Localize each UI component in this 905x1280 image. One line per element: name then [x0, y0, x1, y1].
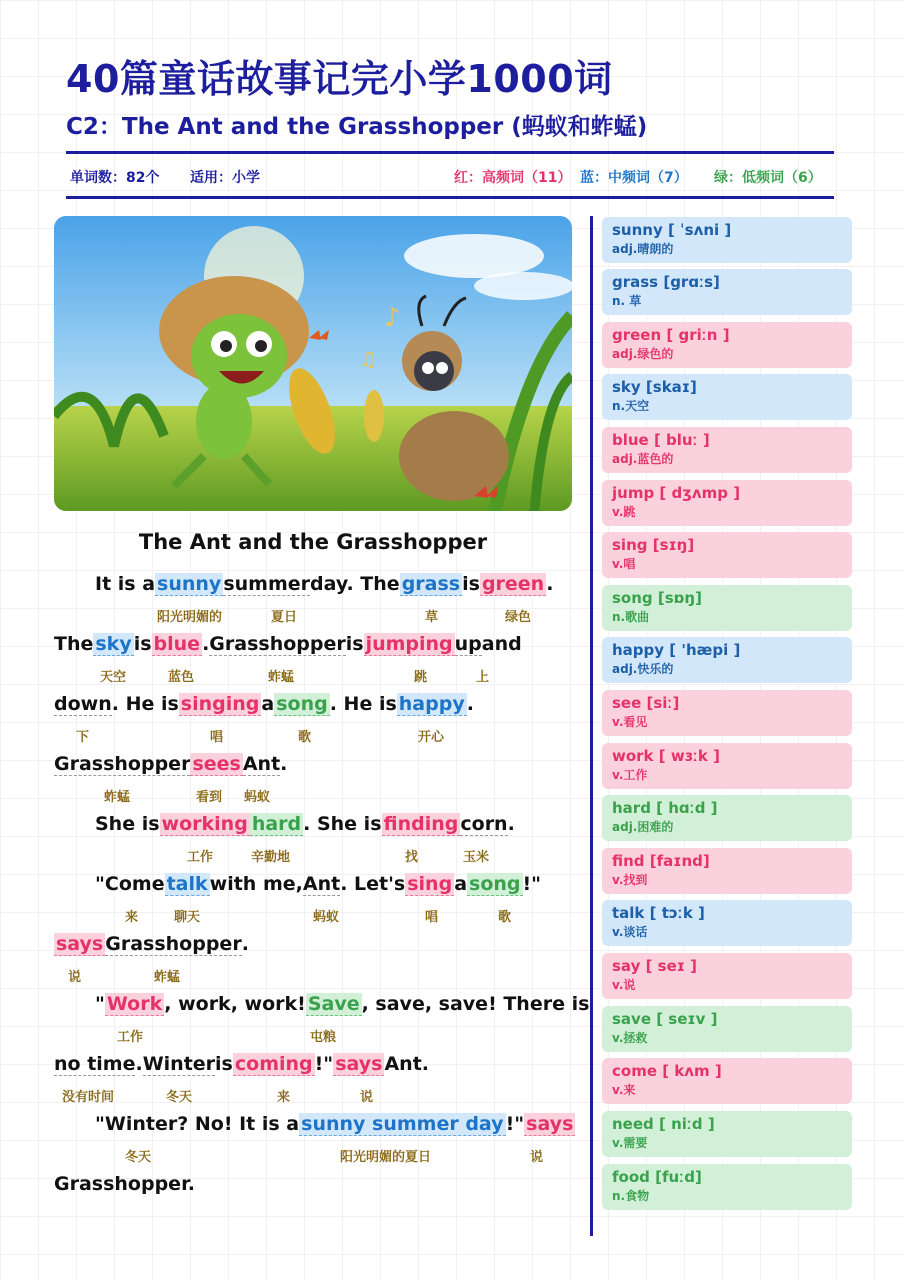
word-sees: sees — [192, 753, 241, 775]
vocab-meaning: v.唱 — [612, 557, 636, 571]
vocab-meaning: n. 草 — [612, 294, 642, 308]
vocab-card-grass — [602, 269, 852, 315]
text: . He is — [329, 693, 397, 715]
gloss: 聊天 — [174, 910, 201, 925]
gloss: 跳 — [414, 670, 428, 685]
gloss: 蚂蚁 — [313, 910, 340, 925]
text: "Winter? No! It is a — [95, 1113, 300, 1135]
text: and — [481, 633, 522, 655]
vocab-meaning: v.需要 — [612, 1136, 648, 1150]
vocab-meaning: v.拯救 — [612, 1031, 648, 1045]
text: Grasshopper. — [54, 1173, 195, 1195]
word-says: says — [526, 1113, 574, 1135]
word-work: Work — [106, 993, 163, 1015]
word-sunny: sunny — [157, 573, 222, 595]
word-summer: summer — [223, 573, 310, 595]
text: day. The — [310, 573, 400, 595]
gloss: 歌 — [498, 910, 512, 925]
vocab-card-green — [602, 322, 852, 368]
gloss: 看到 — [196, 790, 223, 805]
text: a — [454, 873, 468, 895]
vocab-card-happy — [602, 637, 852, 683]
word-down: down — [54, 693, 112, 715]
vocab-card-jump — [602, 480, 852, 526]
gloss: 找 — [405, 850, 419, 865]
gloss: 说 — [360, 1090, 374, 1105]
text: !" — [522, 873, 542, 895]
gloss: 唱 — [425, 910, 439, 925]
story-line-2 — [54, 633, 522, 656]
word-finding: finding — [383, 813, 459, 835]
vocab-word: say [ seɪ ] — [612, 957, 698, 975]
vocab-meaning: v.看见 — [612, 715, 648, 729]
text: a — [261, 693, 275, 715]
vocab-meaning: v.谈话 — [612, 925, 648, 939]
word-corn: corn — [460, 813, 508, 835]
word-coming: coming — [234, 1053, 313, 1075]
text: is — [462, 573, 480, 595]
text: . — [280, 753, 288, 775]
word-sing: sing — [407, 873, 453, 895]
word-talk: talk — [166, 873, 208, 895]
text: "Come — [95, 873, 165, 895]
vocab-card-song — [602, 585, 852, 631]
gloss: 工作 — [187, 850, 214, 865]
word-count: 单词数：82个 — [70, 170, 160, 186]
gloss: 夏日 — [271, 610, 298, 625]
gloss: 上 — [476, 670, 490, 685]
word-happy: happy — [398, 693, 465, 715]
word-no-time: no time — [54, 1053, 136, 1075]
gloss: 来 — [277, 1090, 291, 1105]
vocab-card-hard — [602, 795, 852, 841]
text: . Let's — [340, 873, 406, 895]
vocab-card-come — [602, 1058, 852, 1104]
vocab-meaning: n.歌曲 — [612, 610, 650, 624]
story-line-7 — [54, 933, 249, 956]
vocab-meaning: v.说 — [612, 978, 636, 992]
text: It is a — [95, 573, 156, 595]
gloss: 开心 — [418, 730, 445, 745]
gloss: 唱 — [210, 730, 224, 745]
word-hard: hard — [251, 813, 302, 835]
gloss: 蚱蜢 — [154, 970, 181, 985]
vocab-word: blue [ bluː ] — [612, 431, 710, 449]
story-line-10 — [95, 1113, 575, 1136]
gloss: 冬天 — [125, 1150, 152, 1165]
vocab-word: save [ seɪv ] — [612, 1010, 718, 1028]
gloss: 蚱蜢 — [268, 670, 295, 685]
word-says: says — [335, 1053, 383, 1075]
text: . — [546, 573, 554, 595]
text: !" — [505, 1113, 525, 1135]
vocab-word: green [ griːn ] — [612, 326, 730, 344]
word-ant: Ant — [302, 873, 341, 895]
vocab-card-say — [602, 953, 852, 999]
vocab-word: food [fuːd] — [612, 1168, 702, 1186]
story-title: The Ant and the Grasshopper — [138, 530, 488, 554]
legend-red: 红：高频词（11） — [454, 170, 572, 186]
text: is — [345, 633, 364, 655]
vocab-word: work [ wɜːk ] — [612, 747, 720, 765]
story-line-6 — [95, 873, 541, 896]
word-grass: grass — [401, 573, 461, 595]
vocab-word: hard [ hɑːd ] — [612, 799, 718, 817]
vocab-meaning: adj.困难的 — [612, 820, 674, 834]
vocab-word: sunny [ ˈsʌni ] — [612, 221, 732, 239]
vocab-card-sing — [602, 532, 852, 578]
word-grasshopper: Grasshopper — [105, 933, 242, 955]
vocab-card-food — [602, 1164, 852, 1210]
level-label: 适用：小学 — [190, 170, 260, 186]
text: , work, work! — [164, 993, 306, 1015]
word-blue: blue — [153, 633, 201, 655]
vocab-word: sing [sɪŋ] — [612, 536, 695, 554]
word-grasshopper: Grasshopper — [209, 633, 346, 655]
vocab-meaning: v.工作 — [612, 768, 648, 782]
story-line-11 — [54, 1173, 195, 1195]
story-line-8 — [95, 993, 589, 1016]
gloss: 冬天 — [166, 1090, 193, 1105]
legend-blue: 蓝：中频词（7） — [580, 170, 688, 186]
vocab-card-work — [602, 743, 852, 789]
vocab-card-save — [602, 1006, 852, 1052]
vocab-word: song [sɒŋ] — [612, 589, 702, 607]
gloss: 说 — [68, 970, 82, 985]
vocab-word: find [faɪnd] — [612, 852, 710, 870]
gloss: 来 — [125, 910, 139, 925]
vocab-card-blue — [602, 427, 852, 473]
text: is — [215, 1053, 233, 1075]
gloss: 阳光明媚的 — [157, 610, 223, 625]
text: !" — [314, 1053, 334, 1075]
story-line-1 — [95, 573, 553, 596]
gloss: 玉米 — [463, 850, 490, 865]
vocab-meaning: v.找到 — [612, 873, 648, 887]
gloss: 辛勤地 — [251, 850, 291, 865]
page-title: 40篇童话故事记完小学1000词 — [66, 57, 613, 101]
column-divider — [590, 216, 593, 1236]
gloss: 没有时间 — [62, 1090, 115, 1105]
vocab-word: talk [ tɔːk ] — [612, 904, 705, 922]
text: . — [241, 933, 249, 955]
vocab-card-need — [602, 1111, 852, 1157]
header-bottom-divider — [66, 196, 834, 199]
word-ant: Ant — [242, 753, 281, 775]
gloss: 天空 — [100, 670, 127, 685]
vocab-card-sunny — [602, 217, 852, 263]
vocab-word: come [ kʌm ] — [612, 1062, 722, 1080]
text: . — [135, 1053, 143, 1075]
story-line-5 — [95, 813, 515, 836]
word-sunny-summer-day: sunny summer day — [301, 1113, 504, 1135]
gloss: 绿色 — [505, 610, 532, 625]
page-subtitle: C2：The Ant and the Grasshopper (蚂蚁和蚱蜢) — [66, 114, 648, 140]
gloss: 说 — [530, 1150, 544, 1165]
vocab-word: see [siː] — [612, 694, 680, 712]
vocab-word: jump [ dʒʌmp ] — [612, 484, 741, 502]
vocab-meaning: v.跳 — [612, 505, 636, 519]
vocab-card-see — [602, 690, 852, 736]
text: . — [202, 633, 210, 655]
story-line-9 — [54, 1053, 429, 1076]
text: Ant. — [384, 1053, 429, 1075]
word-jumping: jumping — [365, 633, 453, 655]
gloss: 屯粮 — [310, 1030, 337, 1045]
word-grasshopper: Grasshopper — [54, 753, 191, 775]
word-save: Save — [307, 993, 360, 1015]
vocab-meaning: n.天空 — [612, 399, 650, 413]
story-line-3 — [54, 693, 474, 716]
vocab-meaning: adj.晴朗的 — [612, 242, 674, 256]
gloss: 阳光明媚的夏日 — [340, 1150, 432, 1165]
vocab-meaning: n.食物 — [612, 1189, 650, 1203]
svg-text:♫: ♫ — [359, 347, 377, 371]
vocab-word: grass [grɑːs] — [612, 273, 720, 291]
vocab-word: need [ niːd ] — [612, 1115, 715, 1133]
vocab-word: sky [skaɪ] — [612, 378, 697, 396]
vocab-meaning: adj.快乐的 — [612, 662, 674, 676]
word-green: green — [481, 573, 545, 595]
vocab-card-talk — [602, 900, 852, 946]
vocab-word: happy [ 'hæpi ] — [612, 641, 741, 659]
text: . — [466, 693, 474, 715]
vocab-meaning: adj.绿色的 — [612, 347, 674, 361]
word-singing: singing — [180, 693, 260, 715]
text: The — [54, 633, 94, 655]
word-up: up — [454, 633, 482, 655]
text: with me, — [209, 873, 303, 895]
text: " — [95, 993, 105, 1015]
legend-green: 绿：低频词（6） — [714, 170, 822, 186]
word-winter: Winter — [142, 1053, 216, 1075]
word-says: says — [56, 933, 104, 955]
gloss: 下 — [76, 730, 90, 745]
vocab-meaning: adj.蓝色的 — [612, 452, 674, 466]
word-working: working — [161, 813, 248, 835]
word-song: song — [469, 873, 521, 895]
text: is — [133, 633, 152, 655]
story-illustration — [54, 216, 572, 511]
text: . She is — [303, 813, 382, 835]
text: She is — [95, 813, 160, 835]
vocab-card-find — [602, 848, 852, 894]
gloss: 草 — [425, 610, 439, 625]
vocab-meaning: v.来 — [612, 1083, 636, 1097]
top-divider — [66, 151, 834, 154]
gloss: 歌 — [298, 730, 312, 745]
gloss: 蚱蜢 — [104, 790, 131, 805]
text: . He is — [111, 693, 179, 715]
text: , save, save! There is — [361, 993, 590, 1015]
svg-text:♪: ♪ — [384, 303, 401, 333]
vocab-card-sky — [602, 374, 852, 420]
gloss: 蚂蚁 — [244, 790, 271, 805]
text: . — [507, 813, 515, 835]
story-line-4 — [54, 753, 287, 776]
word-sky: sky — [95, 633, 132, 655]
gloss: 蓝色 — [168, 670, 195, 685]
gloss: 工作 — [117, 1030, 144, 1045]
word-song: song — [276, 693, 328, 715]
